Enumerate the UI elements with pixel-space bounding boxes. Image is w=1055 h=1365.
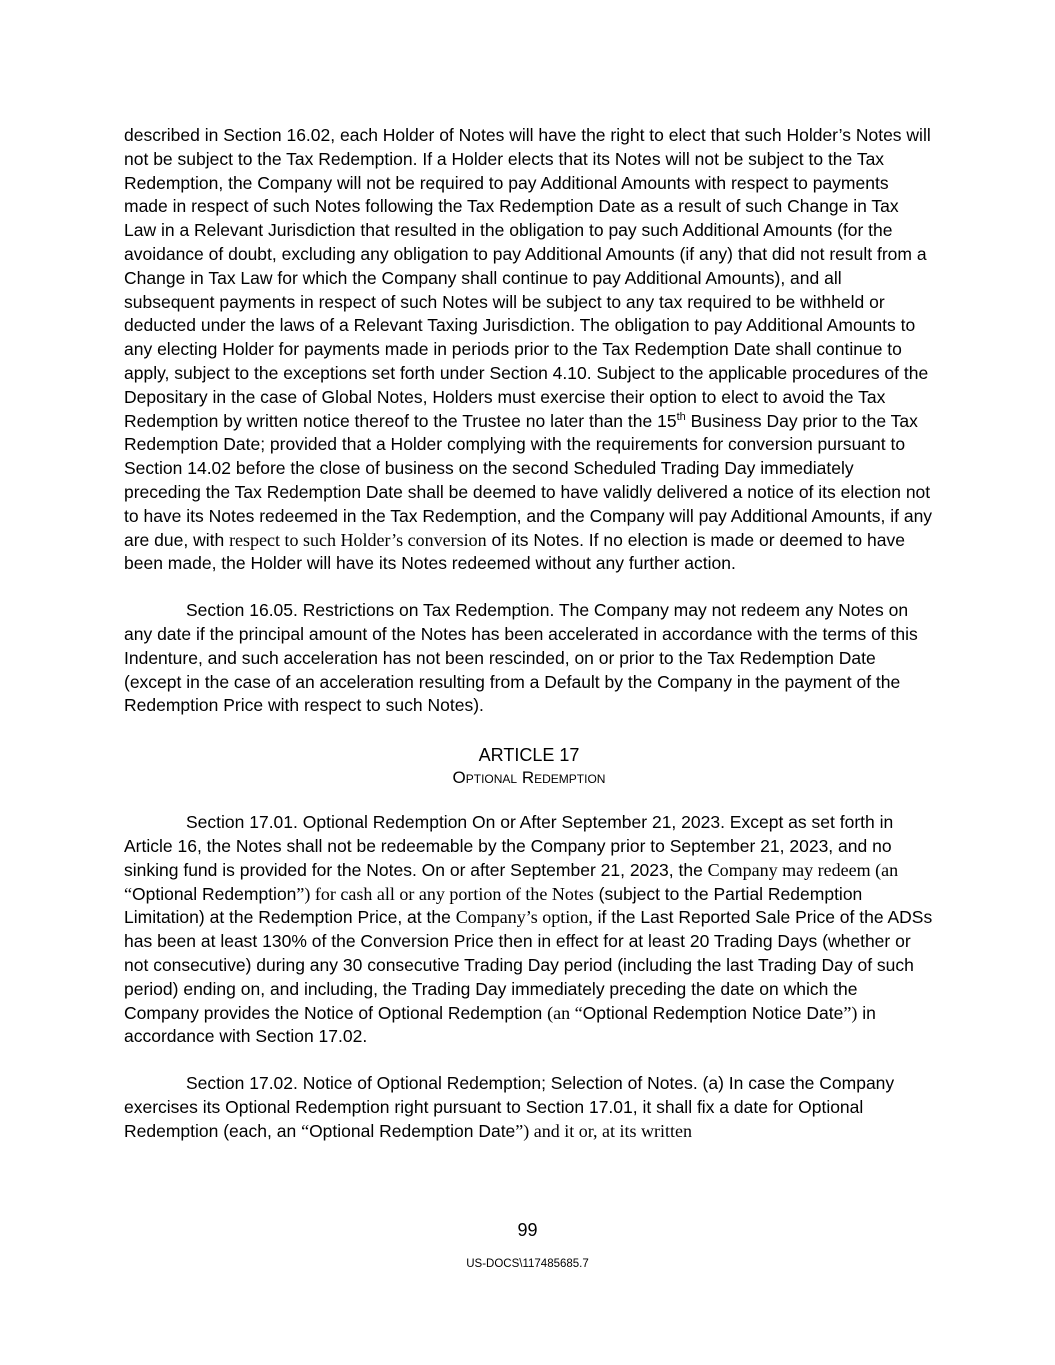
defined-term: Optional Redemption Date bbox=[309, 1120, 516, 1141]
paragraph-text: of its Notes. If no election is made or deemed to have been made, the Holder will have its Notes redeemed without any further action. bbox=[124, 529, 905, 574]
paragraph-text: (subject to the Partial Redemption Limitation) at the Redemption Price, at the bbox=[124, 883, 863, 928]
article-header bbox=[124, 744, 934, 789]
ordinal-superscript: th bbox=[676, 410, 686, 423]
paragraph-text-serif: respect to such Holder’s conversion bbox=[229, 529, 487, 550]
page-number: 99 bbox=[517, 1220, 538, 1240]
section-17-02-paragraph bbox=[124, 1072, 934, 1143]
paragraph-text: Business Day prior to the Tax Redemption Date; provided that a Holder complying with the requirements for conversion pursuant to Section 14.02 before the close of business on the second Scheduled Trading Day immediately preceding the Tax Redemption Date shall be deemed to have validly delivered a notice of its election not to have its Notes redeemed in the Tax Redemption, and the Company will pay Additional Amounts, if any are due, with bbox=[124, 410, 933, 550]
paragraph-text-serif: ”) bbox=[843, 1002, 858, 1023]
paragraph-text-serif: Company’s option, bbox=[455, 907, 593, 928]
section-16-05-paragraph bbox=[124, 599, 934, 718]
defined-term: Optional Redemption bbox=[132, 883, 297, 904]
paragraph-text: Section 16.05. Restrictions on Tax Redemption. The Company may not redeem any Notes on any date if the principal amount of the Notes has been accelerated in accordance with the terms of this Indenture, and such acceleration has not been rescinded, on or prior to the Tax Redemption Date (except in the case of an acceleration resulting from a Default by the Company in the payment of the Redemption Price with respect to such Notes). bbox=[124, 600, 918, 716]
paragraph-text-serif: (an “ bbox=[547, 1002, 583, 1023]
article-subtitle: Optional Redemption bbox=[452, 768, 606, 788]
paragraph-text-serif: Company may redeem (an “ bbox=[124, 859, 899, 904]
document-body bbox=[124, 124, 934, 1143]
defined-term: Optional Redemption Notice Date bbox=[582, 1002, 844, 1023]
paragraph-text: in accordance with Section 17.02. bbox=[124, 1002, 876, 1047]
article-heading: ARTICLE 17 bbox=[478, 745, 580, 766]
paragraph-text: if the Last Reported Sale Price of the ADSs has been at least 130% of the Conversion Price then in effect for at least 20 Trading Days (whether or not consecutive) during any 30 consecutive Trading Day period (including the last Trading Day of such period) ending on, and including, the Trading Day immediately preceding the date on which the Company provides the Notice of Optional Redemption bbox=[124, 907, 933, 1023]
document-id: US-DOCS\117485685.7 bbox=[466, 1258, 589, 1270]
paragraph-text: described in Section 16.02, each Holder of Notes will have the right to elect that such Holder’s Notes will not be subject to the Tax Redemption. If a Holder elects that its Notes will not be subject to the Tax Redemption, the Company will not be required to pay Additional Amounts with respect to payments made in respect of such Notes following the Tax Redemption Date as a result of such Change in Tax Law in a Relevant Jurisdiction that resulted in the obligation to pay such Additional Amounts (for the avoidance of doubt, excluding any obligation to pay Additional Amounts (if any) that did not result from a Change in Tax Law for which the Company shall continue to pay Additional Amounts), and all subsequent payments in respect of such Notes will be subject to any tax required to be withheld or deducted under the laws of a Relevant Taxing Jurisdiction. The obligation to pay Additional Amounts to any electing Holder for payments made in periods prior to the Tax Redemption Date shall continue to apply, subject to the exceptions set forth under Section 4.10. Subject to the applicable procedures of the Depositary in the case of Global Notes, Holders must exercise their option to elect to avoid the Tax Redemption by written notice thereof to the Trustee no later than the 15 bbox=[124, 125, 931, 431]
paragraph-text: Section 17.02. Notice of Optional Redemption; Selection of Notes. (a) In case the Company exercises its Optional Redemption right pursuant to Section 17.01, it shall fix a date for Optional Redemption (each, an bbox=[124, 1073, 895, 1141]
paragraph-text-serif: ”) and it or, at its written bbox=[515, 1120, 693, 1141]
paragraph-text-serif: “ bbox=[301, 1120, 310, 1141]
paragraph-text: Section 17.01. Optional Redemption On or After September 21, 2023. Except as set forth in Article 16, the Notes shall not be redeemable by the Company prior to September 21, 2023, and no sinking fund is provided for the Notes. On or after September 21, 2023, the bbox=[124, 812, 894, 880]
paragraph-tax-redemption-election bbox=[124, 124, 934, 576]
section-17-01-paragraph bbox=[124, 811, 934, 1049]
paragraph-text-serif: ”) for cash all or any portion of the Notes bbox=[296, 883, 594, 904]
